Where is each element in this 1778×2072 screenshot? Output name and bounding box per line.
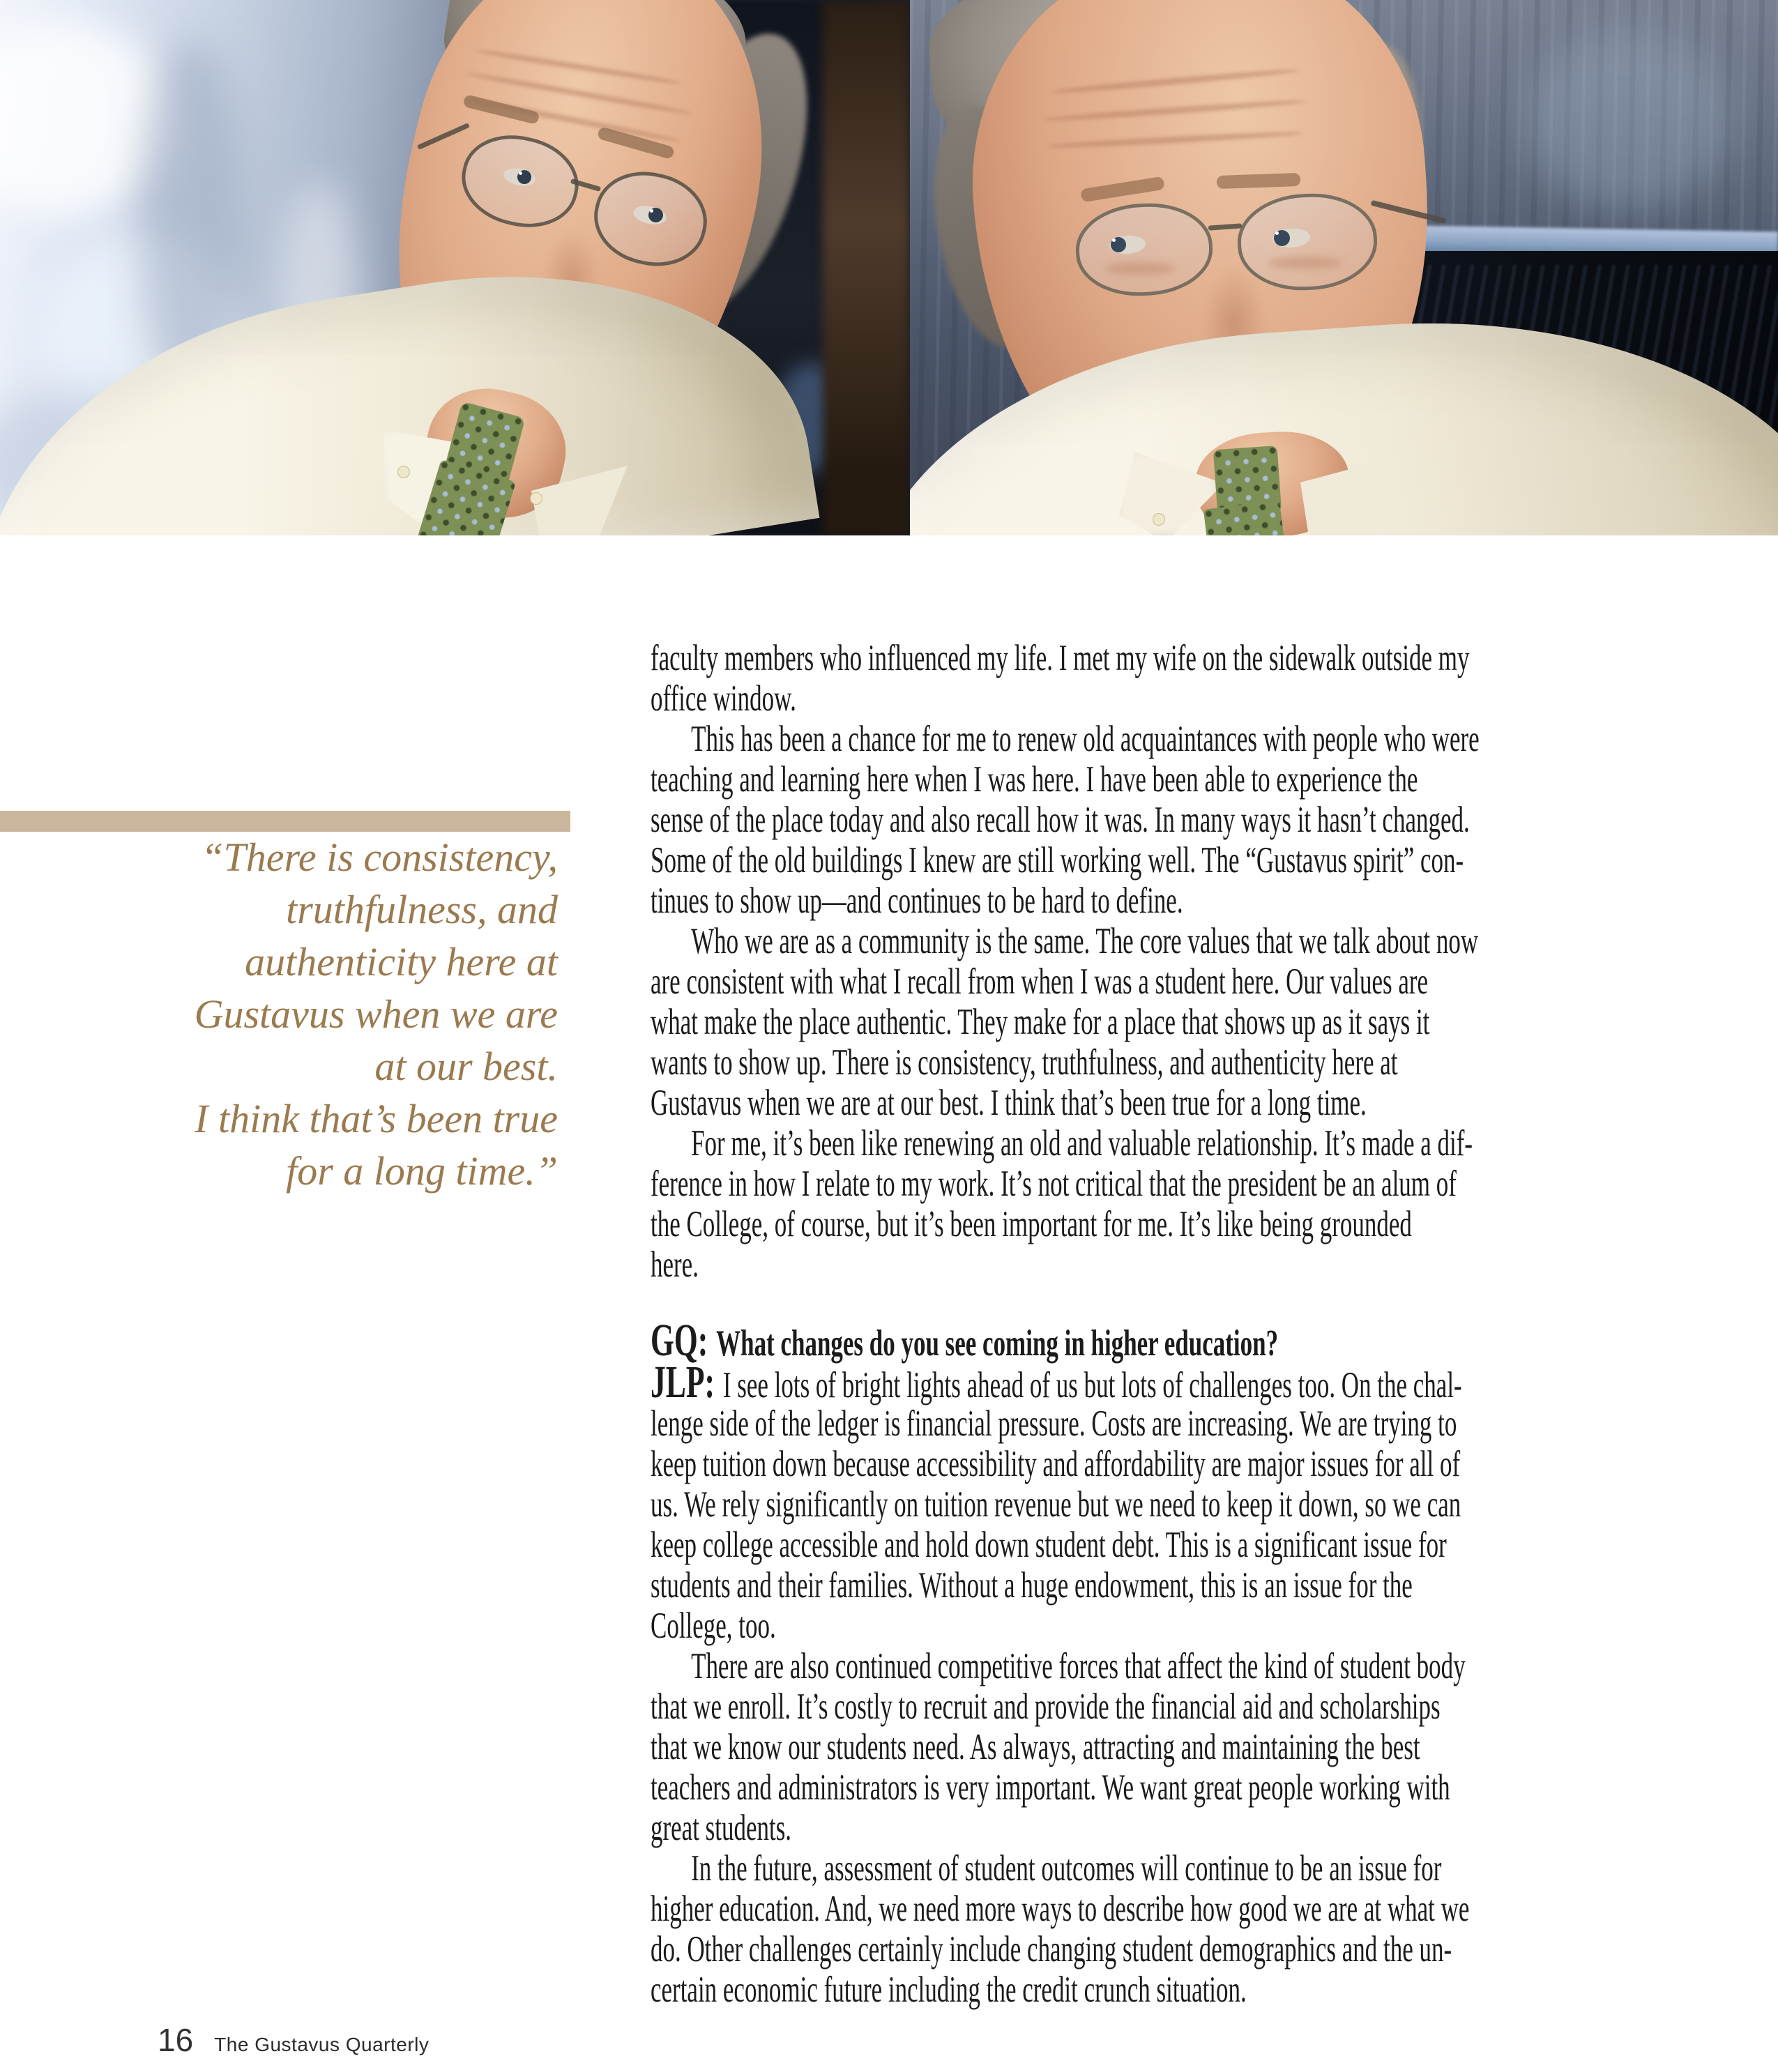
photo-president-left (0, 0, 910, 535)
pullquote-line: at our best. (374, 1044, 558, 1089)
body-line: ference in how I relate to my work. It’s not critical that the president be an alum of (651, 1164, 1457, 1204)
body-line: In the future, assessment of student outcomes will continue to be an issue for (691, 1848, 1442, 1889)
body-line: teachers and administrators is very important. We want great people working with (651, 1767, 1450, 1808)
pupil (648, 208, 663, 222)
pullquote-line: for a long time.” (286, 1148, 558, 1194)
pupil (1111, 237, 1126, 252)
body-line: great students. (651, 1808, 792, 1848)
body-line: that we enroll. It’s costly to recruit and provide the financial aid and scholarships (651, 1686, 1441, 1727)
body-line: teaching and learning here when I was here. I have been able to experience the (651, 759, 1418, 800)
collar-button (1153, 513, 1165, 526)
body-line: keep college accessible and hold down student debt. This is a significant issue for (651, 1525, 1447, 1565)
question-line (651, 1315, 1645, 1366)
body-line: are consistent with what I recall from when I was a student here. Our values are (651, 961, 1429, 1002)
article-body (651, 638, 1645, 2010)
body-line: the College, of course, but it’s been important for me. It’s like being grounded (651, 1204, 1412, 1244)
body-line: wants to show up. There is consistency, truthfulness, and authenticity here at (651, 1042, 1398, 1083)
body-line: sense of the place today and also recall how it was. In many ways it hasn’t changed. (651, 800, 1470, 840)
window-glow (1524, 28, 1733, 209)
pupil (1274, 230, 1290, 246)
doorframe-blur (823, 0, 910, 535)
body-line: that we know our students need. As always, attracting and maintaining the best (651, 1727, 1420, 1767)
answer-lead-line (651, 1357, 1645, 1408)
pullquote-line: authenticity here at (245, 939, 558, 984)
body-line: For me, it’s been like renewing an old and valuable relationship. It’s made a dif- (691, 1123, 1473, 1164)
body-line: us. We rely significantly on tuition revenue but we need to keep it down, so we can (651, 1484, 1461, 1525)
question-text: What changes do you see coming in higher education? (716, 1323, 1279, 1364)
body-line: what make the place authentic. They make for a place that shows up as it says it (651, 1002, 1430, 1042)
body-line: faculty members who influenced my life. I met my wife on the sidewalk outside my (651, 638, 1470, 678)
answer-lead-text: I see lots of bright lights ahead of us but lots of challenges too. On the chal- (722, 1365, 1462, 1406)
answer-prefix: JLP: (651, 1357, 715, 1408)
pull-quote (0, 831, 558, 1197)
page-number: 16 (158, 2022, 194, 2058)
body-line: here. (651, 1244, 699, 1285)
eye-bag (1105, 262, 1175, 275)
pullquote-line: “There is consistency, (201, 835, 558, 880)
body-line: Some of the old buildings I knew are still working well. The “Gustavus spirit” con- (651, 840, 1464, 881)
page-footer (158, 2021, 429, 2059)
body-line: Gustavus when we are at our best. I think that’s been true for a long time. (651, 1083, 1367, 1123)
body-line: This has been a chance for me to renew old acquaintances with people who were (691, 719, 1480, 759)
question-prefix: GQ: (651, 1315, 708, 1366)
pullquote-line: I think that’s been true (195, 1096, 558, 1141)
collar-button (530, 492, 542, 505)
body-line: students and their families. Without a huge endowment, this is an issue for the (651, 1565, 1413, 1606)
pullquote-line: truthfulness, and (286, 887, 558, 932)
body-line: tinues to show up—and continues to be hard to define. (651, 881, 1183, 921)
pullquote-rule (0, 811, 570, 832)
paragraph-gap (651, 1285, 1645, 1320)
body-line: do. Other challenges certainly include changing student demographics and the un- (651, 1929, 1452, 1970)
body-line: Who we are as a community is the same. The core values that we talk about now (691, 921, 1479, 961)
photo-president-right (910, 0, 1778, 535)
eye-bag (1269, 257, 1342, 269)
body-line: keep tuition down because accessibility and affordability are major issues for all of (651, 1444, 1461, 1484)
pupil (517, 170, 531, 184)
pullquote-line: Gustavus when we are (194, 991, 558, 1037)
journal-title: The Gustavus Quarterly (214, 2034, 430, 2055)
body-line: College, too. (651, 1606, 776, 1646)
body-line: There are also continued competitive forces that affect the kind of student body (691, 1646, 1466, 1686)
collar-button (397, 466, 410, 478)
body-line: lenge side of the ledger is financial pressure. Costs are increasing. We are trying to (651, 1403, 1457, 1444)
body-line: office window. (651, 678, 796, 719)
body-line: higher education. And, we need more ways to describe how good we are at what we (651, 1889, 1470, 1929)
body-line: certain economic future including the credit crunch situation. (651, 1970, 1247, 2010)
